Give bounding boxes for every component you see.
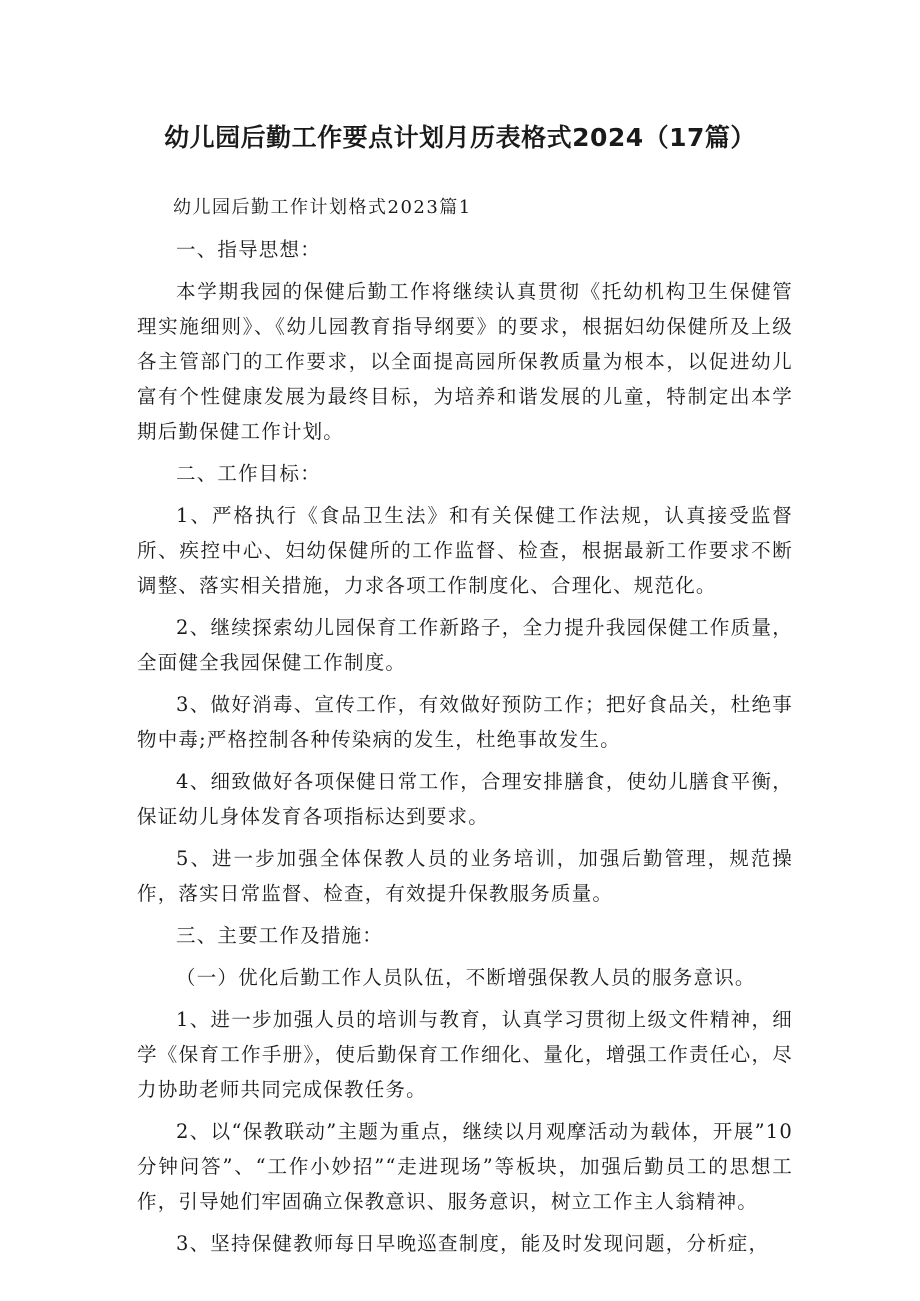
paragraph: （一）优化后勤工作人员队伍，不断增强保教人员的服务意识。: [176, 966, 756, 989]
paragraph: 2、继续探索幼儿园保育工作新路子，全力提升我园保健工作质量，全面健全我园保健工作制度。: [137, 616, 793, 674]
paragraph: 二、工作目标：: [176, 462, 321, 485]
paragraph: 5、进一步加强全体保教人员的业务培训，加强后勤管理，规范操作，落实日常监督、检查，有效提升保教服务质量。: [137, 847, 793, 905]
document-title: 幼儿园后勤工作要点计划月历表格式2024（17篇）: [164, 123, 756, 152]
paragraph: 一、指导思想：: [176, 238, 321, 261]
paragraph: 4、细致做好各项保健日常工作，合理安排膳食，使幼儿膳食平衡，保证幼儿身体发育各项指标达到要求。: [137, 770, 793, 828]
section-heading: 幼儿园后勤工作计划格式2023篇1: [173, 197, 472, 218]
paragraph: 三、主要工作及措施：: [176, 924, 384, 947]
paragraph: 3、坚持保健教师每日早晚巡查制度，能及时发现问题，分析症，: [176, 1232, 770, 1255]
document-body: [137, 190, 793, 1268]
paragraph: 2、以“保教联动”主题为重点，继续以月观摩活动为载体，开展”10分钟问答”、“工作小妙招”“走进现场”等板块，加强后勤员工的思想工作，引导她们牢固确立保教意识、服务意识，树立工作主人翁精神。: [137, 1120, 793, 1213]
paragraph: 本学期我园的保健后勤工作将继续认真贯彻《托幼机构卫生保健管理实施细则》、《幼儿园教育指导纲要》的要求，根据妇幼保健所及上级各主管部门的工作要求，以全面提高园所保教质量为根本，以促进幼儿富有个性健康发展为最终目标，为培养和谐发展的儿童，特制定出本学期后勤保健工作计划。: [137, 280, 793, 443]
paragraph: 1、严格执行《食品卫生法》和有关保健工作法规，认真接受监督所、疾控中心、妇幼保健所的工作监督、检查，根据最新工作要求不断调整、落实相关措施，力求各项工作制度化、合理化、规范化。: [137, 504, 793, 597]
paragraph: 1、进一步加强人员的培训与教育，认真学习贯彻上级文件精神，细学《保育工作手册》，使后勤保育工作细化、量化，增强工作责任心，尽力协助老师共同完成保教任务。: [137, 1008, 793, 1101]
paragraph: 3、做好消毒、宣传工作，有效做好预防工作；把好食品关，杜绝事物中毒;严格控制各种传染病的发生，杜绝事故发生。: [137, 693, 793, 751]
